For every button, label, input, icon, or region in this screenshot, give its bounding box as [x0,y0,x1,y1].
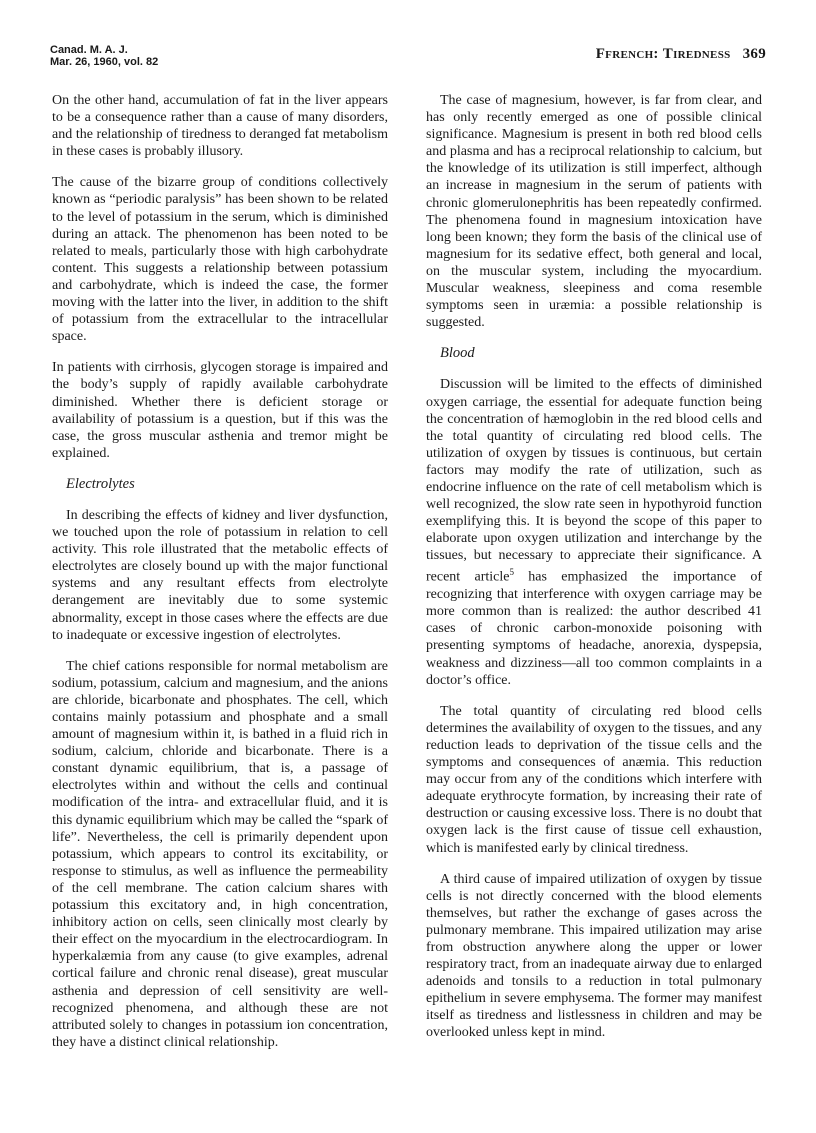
paragraph: The chief cations responsible for normal metabolism are sodium, potassium, calcium and magnesium, and the anions are chloride, bicarbonate and phosphates. The cell, which contains mainly potassium and phosphate and a small amount of magnesium within it, is bathed in a fluid rich in sodium, calcium, chloride and bicarbonate. There is a constant dynamic equilibrium, that is, a passage of electrolytes within and without the cells and continual modification of the intra- and extracellular fluid, and it is this dynamic equilibrium which may be called the “spark of life”. Nevertheless, the cell is primarily dependent upon potassium, which appears to control its excitability, or response to stimulus, as well as influence the permeability of the cell membrane. The cation calcium shares with potassium this excitatory and, in high concentration, inhibitory action on cells, seen clinically most clearly by their effect on the myocardium in the electrocardiogram. In hyperkalæmia from any cause (to give examples, adrenal cortical failure and chronic renal disease), great muscular asthenia and depression of cell sensitivity are well-recognized phenomena, and although these are not attributed solely to changes in potassium ion concentration, they have a distinct clinical relationship. [52,658,388,1050]
left-column [52,92,388,1065]
author-name: Ffrench: [595,46,659,62]
right-column [426,92,762,1056]
paragraph: A third cause of impaired utilization of oxygen by tissue cells is not directly concerned with the blood elements themselves, but rather the exchange of gases across the pulmonary membrane. This impaired utilization may arise from obstruction anywhere along the upper or lower respiratory tract, from an inadequate airway due to enlarged adenoids and tonsils to a reduction in total pulmonary epithelium in severe emphysema. The former may manifest itself as tiredness and listlessness in children and may be overlooked unless kept in mind. [426,871,762,1041]
section-heading-blood: Blood [440,345,475,362]
page-number: 369 [742,46,766,62]
paragraph-text: Discussion will be limited to the effects of diminished oxygen carriage, the essential for adequate function being the concentration of hæmoglobin in the red blood cells and the total quantity of circulating red blood cells. The utilization of oxygen by tissues is continuous, but certain factors may modify the rate of utilization, such as endocrine influence on the rate of cell metabolism which is well recognized, the slow rate seen in hypothyroid function exemplifying this. It is beyond the scope of this paper to elaborate upon oxygen utilization and interchange by the tissues, but necessary to appreciate their significance. A recent article [426,377,762,586]
paragraph: In describing the effects of kidney and liver dysfunction, we touched upon the role of potassium in relation to cell activity. This role illustrated that the metabolic effects of electrolytes are closely bound up with the major functional systems and any resultant effects from electrolyte derangement are inevitably due to some systemic abnormality, except in those cases where the effects are due to inadequate or excessive ingestion of electrolytes. [52,507,388,643]
article-title: Tiredness [662,46,731,62]
paragraph: On the other hand, accumulation of fat in the liver appears to be a consequence rather than a cause of many disorders, and the relationship of tiredness to deranged fat metabolism in these cases is probably illusory. [52,93,388,160]
paragraph: In patients with cirrhosis, glycogen storage is impaired and the body’s supply of rapidly available carbohydrate diminished. Whether there is deficient storage or availability of potassium is a question, but if this was the case, the gross muscular asthenia and tremor might be explained. [52,360,388,461]
reference-superscript: 5 [509,567,514,578]
paragraph: The case of magnesium, however, is far from clear, and has only recently emerged as one of possible clinical significance. Magnesium is present in both red blood cells and plasma and has a reciprocal relationship to calcium, but the knowledge of its utilization is still imperfect, although an increase in magnesium in the serum of patients with chronic glomerulonephritis has been repeatedly confirmed. The phenomena found in magnesium intoxication have long been known; they form the basis of the clinical use of magnesium for its sedative effect, both general and local, on the muscular system, including the myocardium. Muscular weakness, sleepiness and coma resemble symptoms seen in uræmia: a possible relationship is suggested. [426,93,762,331]
paragraph-text: has emphasized the importance of recognizing that interference with oxygen carriage may be more common than is realized: the author described 41 cases of chronic carbon-monoxide poisoning with presenting symptoms of headache, anorexia, dyspepsia, weakness and dizziness—all too common complaints in a doctor’s office. [426,570,763,688]
running-header-citation [50,44,158,68]
paragraph: The cause of the bizarre group of conditions collectively known as “periodic paralysis” has been shown to be related to the level of potassium in the serum, which is diminished during an attack. The phenomenon has been noted to be related to meals, particularly those with high carbohydrate content. This suggests a relationship between potassium and carbohydrate, which is indeed the case, the former moving with the latter into the liver, in addition to the shift of potassium from the extracellular to the intracellular space. [52,175,388,345]
section-heading-electrolytes: Electrolytes [66,475,135,492]
journal-name: Canad. M. A. J. [50,44,128,56]
paragraph: The total quantity of circulating red blood cells determines the availability of oxygen to the tissues, and any reduction leads to deprivation of the tissue cells and the symptoms and consequences of anæmia. This reduction may occur from any of the conditions which interfere with adequate erythrocyte formation, by increasing their rate of destruction or causing excessive loss. There is no doubt that oxygen lack is the first cause of tissue cell exhaustion, which is manifested early by clinical tiredness. [426,703,762,856]
paragraph [426,376,762,688]
issue-date: Mar. 26, 1960, vol. 82 [50,56,159,68]
running-header-title [596,46,766,63]
